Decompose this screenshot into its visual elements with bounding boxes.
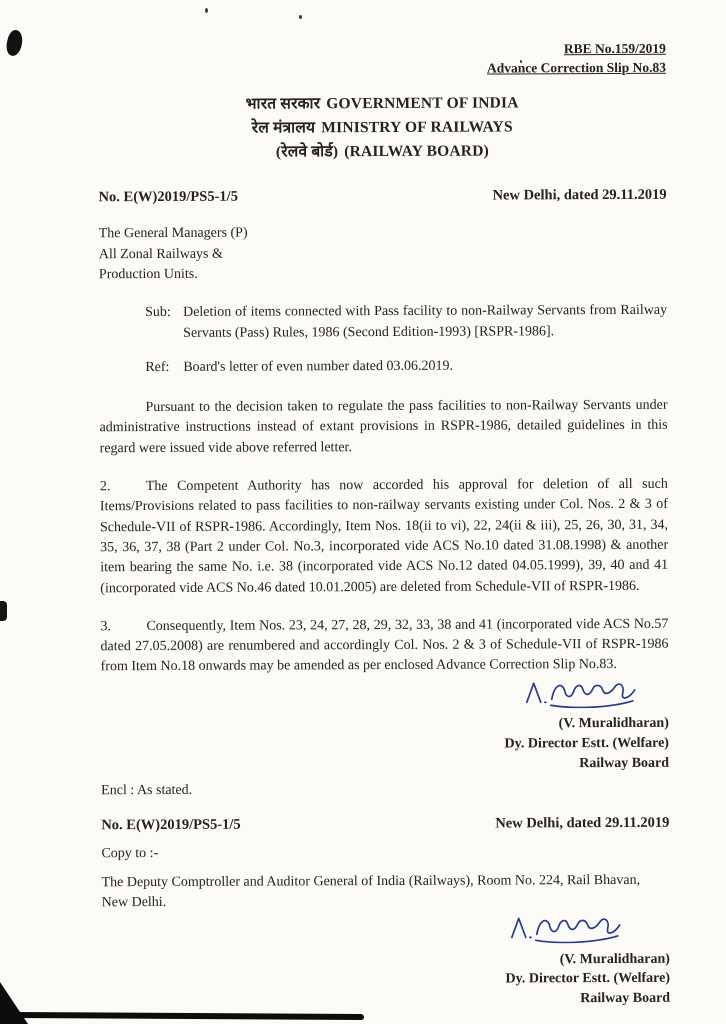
board-hindi: (रेलवे बोर्ड) bbox=[275, 143, 339, 161]
paragraph-text: Pursuant to the decision taken to regulate the pass facilities to non-Railway Servants under administrative instructions instead of extant provisions in RSPR-1986, detailed guidelines in this regard were issued vide above referred letter. bbox=[99, 397, 668, 456]
letter-reference-number: No. E(W)2019/PS5-1/5 bbox=[98, 188, 238, 206]
handwritten-signature-strokes bbox=[512, 918, 620, 943]
letter-place-date: New Delhi, dated 29.11.2019 bbox=[492, 187, 667, 204]
signature-block-primary bbox=[101, 677, 669, 775]
scan-blob-artifact bbox=[4, 29, 25, 58]
addressee-line: All Zonal Railways & bbox=[98, 246, 223, 262]
reference-line bbox=[145, 356, 667, 379]
paragraph-text: Consequently, Item Nos. 23, 24, 27, 28, 29, 32, 33, 38 and 41 (incorporated vide ACS No.57 dated 27.05.2008) are renumbered and accordingly Col. Nos. 2 & 3 of Schedule-VII of RSPR-1986 from Item No.18 onwards may be amended as per enclosed Advance Correction Slip No.83. bbox=[100, 616, 669, 675]
header-reference-numbers bbox=[98, 39, 666, 80]
government-hindi: भारत सरकार bbox=[245, 95, 321, 113]
letter-content bbox=[98, 39, 670, 1011]
footer-place-date: New Delhi, dated 29.11.2019 bbox=[495, 815, 670, 832]
signatory-name: (V. Muralidharan) bbox=[559, 951, 670, 968]
scan-bottom-bar-artifact bbox=[12, 1012, 364, 1020]
signatory-designation: Dy. Director Estt. (Welfare) bbox=[505, 971, 671, 987]
paragraph-number: 3. bbox=[100, 619, 111, 635]
subject-label: Sub: bbox=[145, 305, 171, 321]
signatory-organization: Railway Board bbox=[579, 755, 670, 771]
scan-speck bbox=[205, 8, 208, 13]
signature-block-secondary bbox=[102, 913, 670, 1011]
paragraph-text: The Competent Authority has now accorded his approval for deletion of all such Items/Provisions related to pass facilities to non-railway servants existing under Col. Nos. 2 & 3 of Schedule-VII of RSPR-1986. Accordingly, Item Nos. 18(ii to vi), 22, 24(ii & iii), 25, 26, 30, 31, 34, 35, 36, 37, 38 (Part 2 under Col. No.3, incorporated vide ACS No.10 dated 31.08.1998) & another item bearing the same No. i.e. 38 (incorporated vide ACS No.12 dated 04.05.1999), 39, 40 and 41 (incorporated vide ACS No.46 dated 10.01.2005) are deleted from Schedule-VII of RSPR-1986. bbox=[99, 476, 669, 596]
ministry-english: MINISTRY OF RAILWAYS bbox=[321, 118, 513, 137]
signature-row bbox=[102, 913, 670, 952]
handwritten-signature-icon bbox=[521, 678, 639, 709]
ministry-line bbox=[98, 115, 666, 141]
reference-date-row bbox=[99, 185, 667, 208]
reference-label: Ref: bbox=[145, 359, 170, 375]
government-english: GOVERNMENT OF INDIA bbox=[326, 94, 519, 113]
organization-header bbox=[98, 91, 666, 166]
scan-speck bbox=[299, 15, 302, 19]
copy-to-text: The Deputy Comptroller and Auditor General of India (Railways), Room No. 224, Rail Bhavan, New Delhi. bbox=[101, 872, 641, 911]
signature-row bbox=[101, 677, 669, 716]
board-line bbox=[98, 139, 666, 165]
signatory-name: (V. Muralidharan) bbox=[558, 716, 669, 732]
paragraph-number: 2. bbox=[99, 479, 111, 495]
body-paragraph-1 bbox=[99, 396, 667, 459]
subject-text: Deletion of items connected with Pass facility to non-Railway Servants from Railway Servants (Pass) Rules, 1986 (Second Edition-1993) [RSPR-1986]. bbox=[183, 303, 668, 341]
subject-line bbox=[145, 301, 667, 344]
scan-edge-mark bbox=[0, 601, 7, 621]
enclosure-note: Encl : As stated. bbox=[101, 782, 193, 799]
footer-reference-date-row bbox=[101, 813, 669, 836]
handwritten-signature-strokes bbox=[527, 683, 635, 708]
body-paragraph-2 bbox=[100, 475, 669, 599]
copy-to-label: Copy to :- bbox=[101, 846, 159, 862]
reference-text: Board's letter of even number dated 03.06.2019. bbox=[183, 358, 453, 375]
signatory-organization: Railway Board bbox=[580, 990, 671, 1007]
ministry-hindi: रेल मंत्रालय bbox=[251, 119, 316, 137]
signatory-designation: Dy. Director Estt. (Welfare) bbox=[504, 735, 669, 752]
rbe-number: RBE No.159/2019 bbox=[563, 40, 666, 57]
handwritten-signature-icon bbox=[506, 913, 624, 944]
board-english: (RAILWAY BOARD) bbox=[344, 142, 489, 161]
addressee-line: The General Managers (P) bbox=[98, 225, 248, 242]
government-line bbox=[98, 91, 666, 117]
addressee-block bbox=[99, 222, 667, 285]
body-paragraph-3 bbox=[100, 615, 668, 678]
addressee-line: Production Units. bbox=[98, 266, 198, 283]
footer-reference-number: No. E(W)2019/PS5-1/5 bbox=[101, 817, 241, 834]
acs-number: Advance Correction Slip No.83 bbox=[486, 59, 667, 76]
